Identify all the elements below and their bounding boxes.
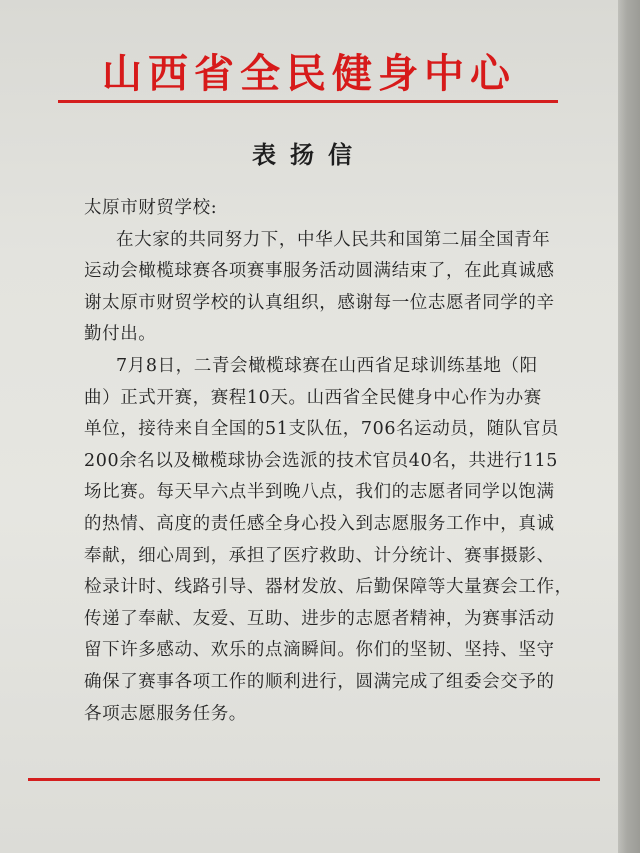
letterhead-top-rule <box>58 100 558 103</box>
paragraph-1-line-1: 在大家的共同努力下，中华人民共和国第二届全国青年 <box>116 229 551 250</box>
paragraph-2-line-10: 留下许多感动、欢乐的点滴瞬间。你们的坚韧、坚持、坚守 <box>84 640 555 661</box>
paragraph-2-line-12: 各项志愿服务任务。 <box>84 703 247 724</box>
paragraph-2-line-7: 奉献，细心周到，承担了医疗救助、计分统计、赛事摄影、 <box>84 545 555 566</box>
letter-bottom-rule <box>28 778 600 781</box>
paragraph-2-line-1: 7月8日，二青会橄榄球赛在山西省足球训练基地（阳 <box>116 355 538 376</box>
paragraph-2-line-5: 场比赛。每天早六点半到晚八点，我们的志愿者同学以饱满 <box>84 482 555 503</box>
paragraph-1-line-3: 谢太原市财贸学校的认真组织，感谢每一位志愿者同学的辛 <box>84 292 555 313</box>
paragraph-1-line-2: 运动会橄榄球赛各项赛事服务活动圆满结束了，在此真诚感 <box>84 261 555 282</box>
paragraph-2-line-9: 传递了奉献、友爱、互助、进步的志愿者精神，为赛事活动 <box>84 608 555 629</box>
salutation: 太原市财贸学校: <box>84 198 218 218</box>
page-edge-shadow <box>618 0 640 853</box>
paragraph-1-line-4: 勤付出。 <box>84 324 157 345</box>
letter-body <box>84 193 573 730</box>
paragraph-2-line-6: 的热情、高度的责任感全身心投入到志愿服务工作中，真诚 <box>84 513 555 534</box>
paragraph-2-line-11: 确保了赛事各项工作的顺利进行，圆满完成了组委会交予的 <box>84 671 555 692</box>
paragraph-2-line-4: 200余名以及橄榄球协会选派的技术官员40名，共进行115 <box>84 450 558 471</box>
organization-letterhead: 山西省全民健身中心 <box>102 51 516 97</box>
paragraph-2-line-2: 曲）正式开赛，赛程10天。山西省全民健身中心作为办赛 <box>84 387 542 408</box>
paragraph-2-line-3: 单位，接待来自全国的51支队伍，706名运动员，随队官员 <box>84 419 559 440</box>
letter-title: 表扬信 <box>252 141 366 169</box>
paragraph-2-line-8: 检录计时、线路引导、器材发放、后勤保障等大量赛会工作， <box>84 577 573 598</box>
